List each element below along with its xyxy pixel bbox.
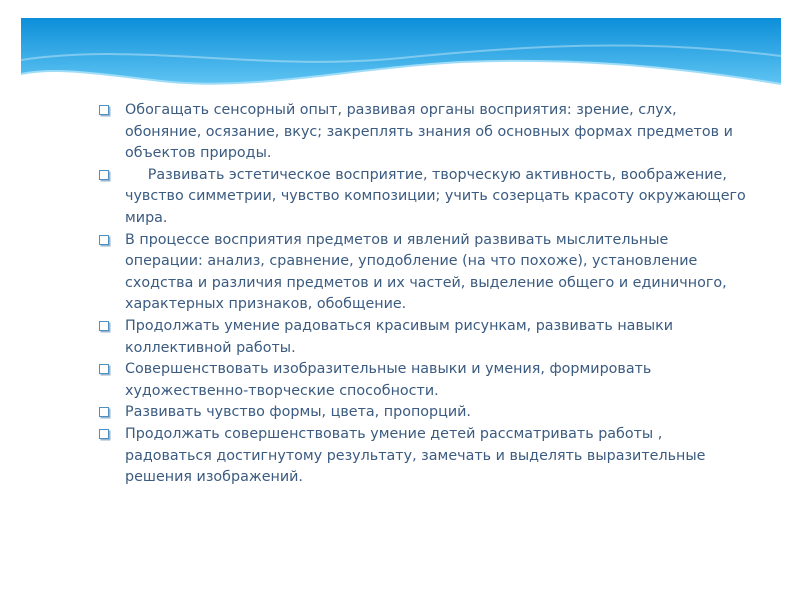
list-item [99,424,749,489]
bullet-text: Совершенствовать изобразительные навыки и умения, формировать художественно-творческие способности. [125,361,652,399]
slide [21,18,781,574]
bullet-text: В процессе восприятия предметов и явлений развивать мыслительные операции: анализ, сравнение, уподобление (на что похоже), установление сходства и различия предметов и их частей, выделение общего и единичного, характерных признаков, обобщение. [125,231,727,313]
list-item [99,402,749,424]
bullet-text: Развивать чувство формы, цвета, пропорций. [125,404,471,421]
list-item [99,165,749,230]
hollow-square-icon [99,321,109,331]
list-item [99,100,749,165]
list-item [99,316,749,359]
bullet-text: Развивать эстетическое восприятие, творческую активность, воображение, чувство симметрии, чувство композиции; учить созерцать красоту окружающего мира. [125,166,746,226]
bullet-text: Обогащать сенсорный опыт, развивая органы восприятия: зрение, слух, обоняние, осязание, вкус; закреплять знания об основных формах предметов и объектов природы. [125,102,733,162]
list-item [99,230,749,316]
bullet-text: Продолжать совершенствовать умение детей рассматривать работы , радоваться достигнутому результату, замечать и выделять выразительные решения изображений. [125,425,706,486]
hollow-square-icon [99,105,109,115]
list-item [99,359,749,402]
hollow-square-icon [99,429,109,439]
bullet-list [99,100,749,489]
hollow-square-icon [99,170,109,180]
bullet-text: Продолжать умение радоваться красивым рисункам, развивать навыки коллективной работы. [125,317,674,356]
hollow-square-icon [99,364,109,374]
hollow-square-icon [99,235,109,245]
hollow-square-icon [99,407,109,417]
